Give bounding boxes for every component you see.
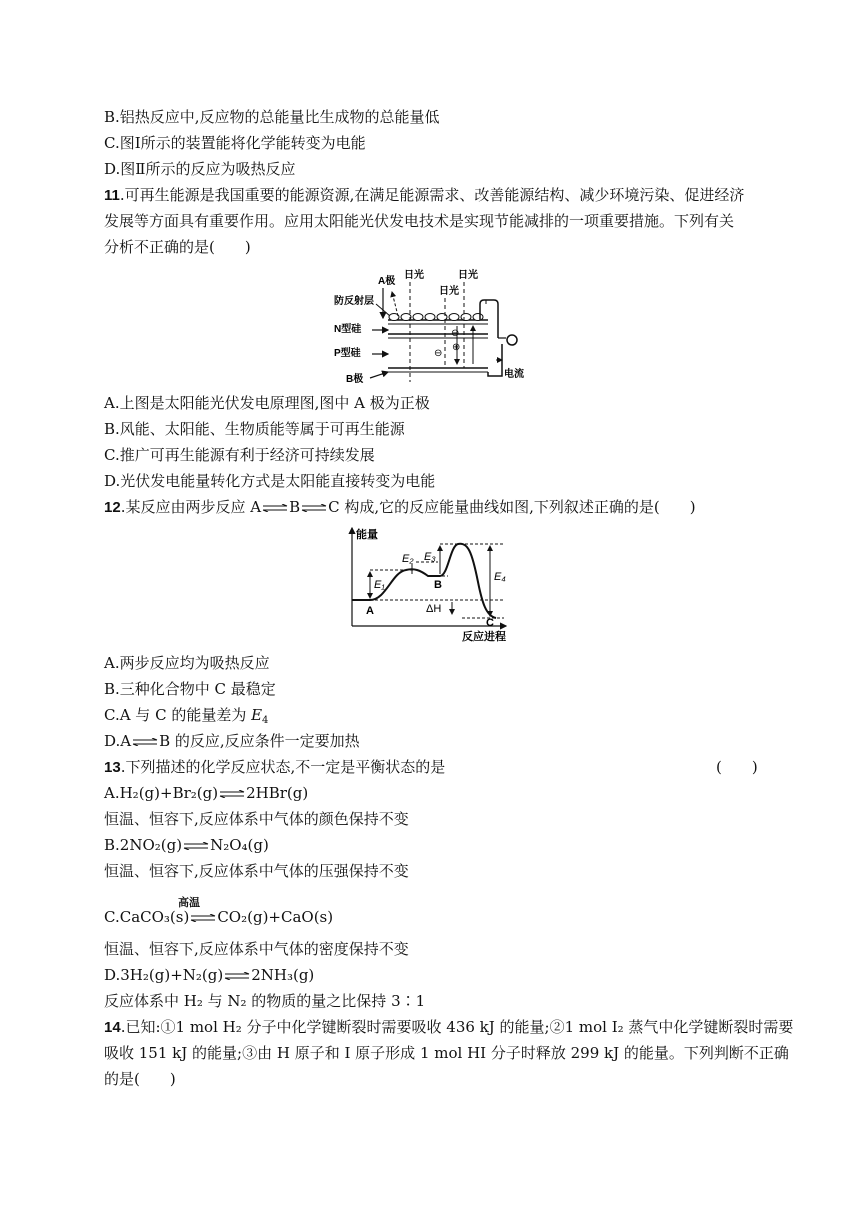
e4-label: E₄ — [494, 571, 506, 583]
q13-a-right: 2HBr(g) — [246, 784, 309, 802]
e1-label: E₁ — [374, 579, 385, 591]
q13-c-left: C.CaCO₃(s) — [104, 908, 190, 926]
point-a-label: A — [366, 605, 374, 617]
q12-option-c — [104, 704, 268, 726]
q13-stem — [104, 756, 445, 779]
q11-option-b: B.风能、太阳能、生物质能等属于可再生能源 — [104, 420, 405, 438]
q13-b-left: B.2NO₂(g) — [104, 836, 183, 854]
q12-option-d-pre: D.A — [104, 732, 132, 750]
q13-b-right: N₂O₄(g) — [210, 836, 269, 854]
q10-option-d: D.图Ⅱ所示的反应为吸热反应 — [104, 160, 296, 178]
q13-option-c-condition: 恒温、恒容下,反应体系中气体的密度保持不变 — [104, 940, 409, 958]
q14-stem-line-3: 的是( ) — [104, 1070, 176, 1088]
q11-number: 11 — [104, 187, 120, 204]
equilibrium-arrow-icon — [183, 842, 209, 850]
q14-number: 14 — [104, 1019, 121, 1036]
q13-a-left: A.H₂(g)+Br₂(g) — [104, 784, 219, 802]
q14-stem-text: .已知:①1 mol H₂ 分子中化学键断裂时需要吸收 436 kJ 的能量;②1 mol I₂ 蒸气中化学键断裂时需要 — [120, 1018, 794, 1036]
q11-option-a: A.上图是太阳能光伏发电原理图,图中 A 极为正极 — [104, 394, 430, 412]
q11-stem-text: .可再生能源是我国重要的能源资源,在满足能源需求、改善能源结构、减少环境污染、促进经济 — [119, 186, 745, 204]
q12-option-c-text: C.A 与 C 的能量差为 — [104, 706, 252, 724]
q13-option-d-equation — [104, 964, 314, 986]
a-pole-label: A极 — [378, 276, 396, 287]
q12-stem-c: C 构成,它的反应能量曲线如图,下列叙述正确的是( ) — [328, 498, 696, 516]
point-b-label: B — [434, 579, 442, 591]
q13-option-a-equation — [104, 782, 308, 804]
q10-option-c: C.图Ⅰ所示的装置能将化学能转变为电能 — [104, 134, 366, 152]
p-silicon-label: P型硅 — [334, 348, 361, 359]
sunlight-label-2: 日光 — [439, 286, 459, 297]
q13-c-right: CO₂(g)+CaO(s) — [217, 908, 334, 926]
delta-h-label: ΔH — [426, 603, 442, 615]
minus-charge-2: ⊖ — [434, 348, 443, 359]
b-pole-label: B极 — [346, 374, 364, 385]
q12-option-b: B.三种化合物中 C 最稳定 — [104, 680, 276, 698]
q12-stem — [104, 496, 696, 519]
energy-profile-diagram — [336, 522, 514, 644]
q10-option-b: B.铝热反应中,反应物的总能量比生成物的总能量低 — [104, 108, 440, 126]
q13-stem-text: .下列描述的化学反应状态,不一定是平衡状态的是 — [120, 758, 446, 776]
q14-stem-line-2: 吸收 151 kJ 的能量;③由 H 原子和 I 原子形成 1 mol HI 分子时释放 299 kJ 的能量。下列判断不正确 — [104, 1044, 789, 1062]
q12-option-d — [104, 730, 360, 752]
equilibrium-arrow-icon — [190, 914, 216, 922]
q13-d-left: D.3H₂(g)+N₂(g) — [104, 966, 224, 984]
point-c-label: C — [486, 617, 494, 629]
q14-stem-line-1 — [104, 1016, 793, 1039]
equilibrium-arrow-icon — [219, 790, 245, 798]
equilibrium-arrow-icon — [262, 504, 288, 512]
q12-stem-b: B — [289, 498, 301, 516]
e3-label: E₃ — [424, 551, 436, 563]
q13-option-b-condition: 恒温、恒容下,反应体系中气体的压强保持不变 — [104, 862, 409, 880]
q12-option-c-var: E — [251, 706, 263, 724]
q13-option-b-equation — [104, 834, 269, 856]
minus-charge-1: ⊖ — [451, 328, 460, 339]
q12-option-a: A.两步反应均为吸热反应 — [104, 654, 270, 672]
q13-answer-paren: ( ) — [716, 758, 758, 776]
equilibrium-arrow-icon — [132, 738, 158, 746]
current-label: 电流 — [504, 369, 524, 380]
equilibrium-arrow-icon — [224, 972, 250, 980]
q12-option-d-post: B 的反应,反应条件一定要加热 — [159, 732, 360, 750]
y-axis-label: 能量 — [356, 529, 378, 541]
q13-option-d-condition: 反应体系中 H₂ 与 N₂ 的物质的量之比保持 3∶1 — [104, 992, 426, 1010]
q12-number: 12 — [104, 499, 121, 516]
q11-stem-line-1 — [104, 184, 744, 207]
x-axis-label: 反应进程 — [462, 631, 506, 643]
e2-label: E₂ — [402, 553, 414, 565]
q13-option-c-equation — [104, 906, 333, 928]
q11-stem-line-3: 分析不正确的是( ) — [104, 238, 251, 256]
q11-option-d: D.光伏发电能量转化方式是太阳能直接转变为电能 — [104, 472, 436, 490]
q12-stem-a: .某反应由两步反应 A — [120, 498, 262, 516]
q11-stem-line-2: 发展等方面具有重要作用。应用太阳能光伏发电技术是实现节能减排的一项重要措施。下列有关 — [104, 212, 735, 230]
bulb-icon — [507, 335, 517, 345]
q13-d-right: 2NH₃(g) — [251, 966, 315, 984]
sunlight-label-1: 日光 — [404, 270, 424, 281]
solar-cell-diagram — [328, 264, 528, 386]
q13-option-a-condition: 恒温、恒容下,反应体系中气体的颜色保持不变 — [104, 810, 409, 828]
q11-option-c: C.推广可再生能源有利于经济可持续发展 — [104, 446, 375, 464]
n-silicon-label: N型硅 — [334, 324, 362, 335]
plus-charge-1: ⊕ — [452, 342, 461, 353]
anti-reflect-label: 防反射层 — [334, 296, 374, 307]
sunlight-label-3: 日光 — [458, 270, 478, 281]
high-temperature-label: 高温 — [178, 897, 200, 909]
equilibrium-arrow-icon — [301, 504, 327, 512]
q12-option-c-sub: 4 — [262, 715, 269, 726]
q13-number: 13 — [104, 759, 121, 776]
